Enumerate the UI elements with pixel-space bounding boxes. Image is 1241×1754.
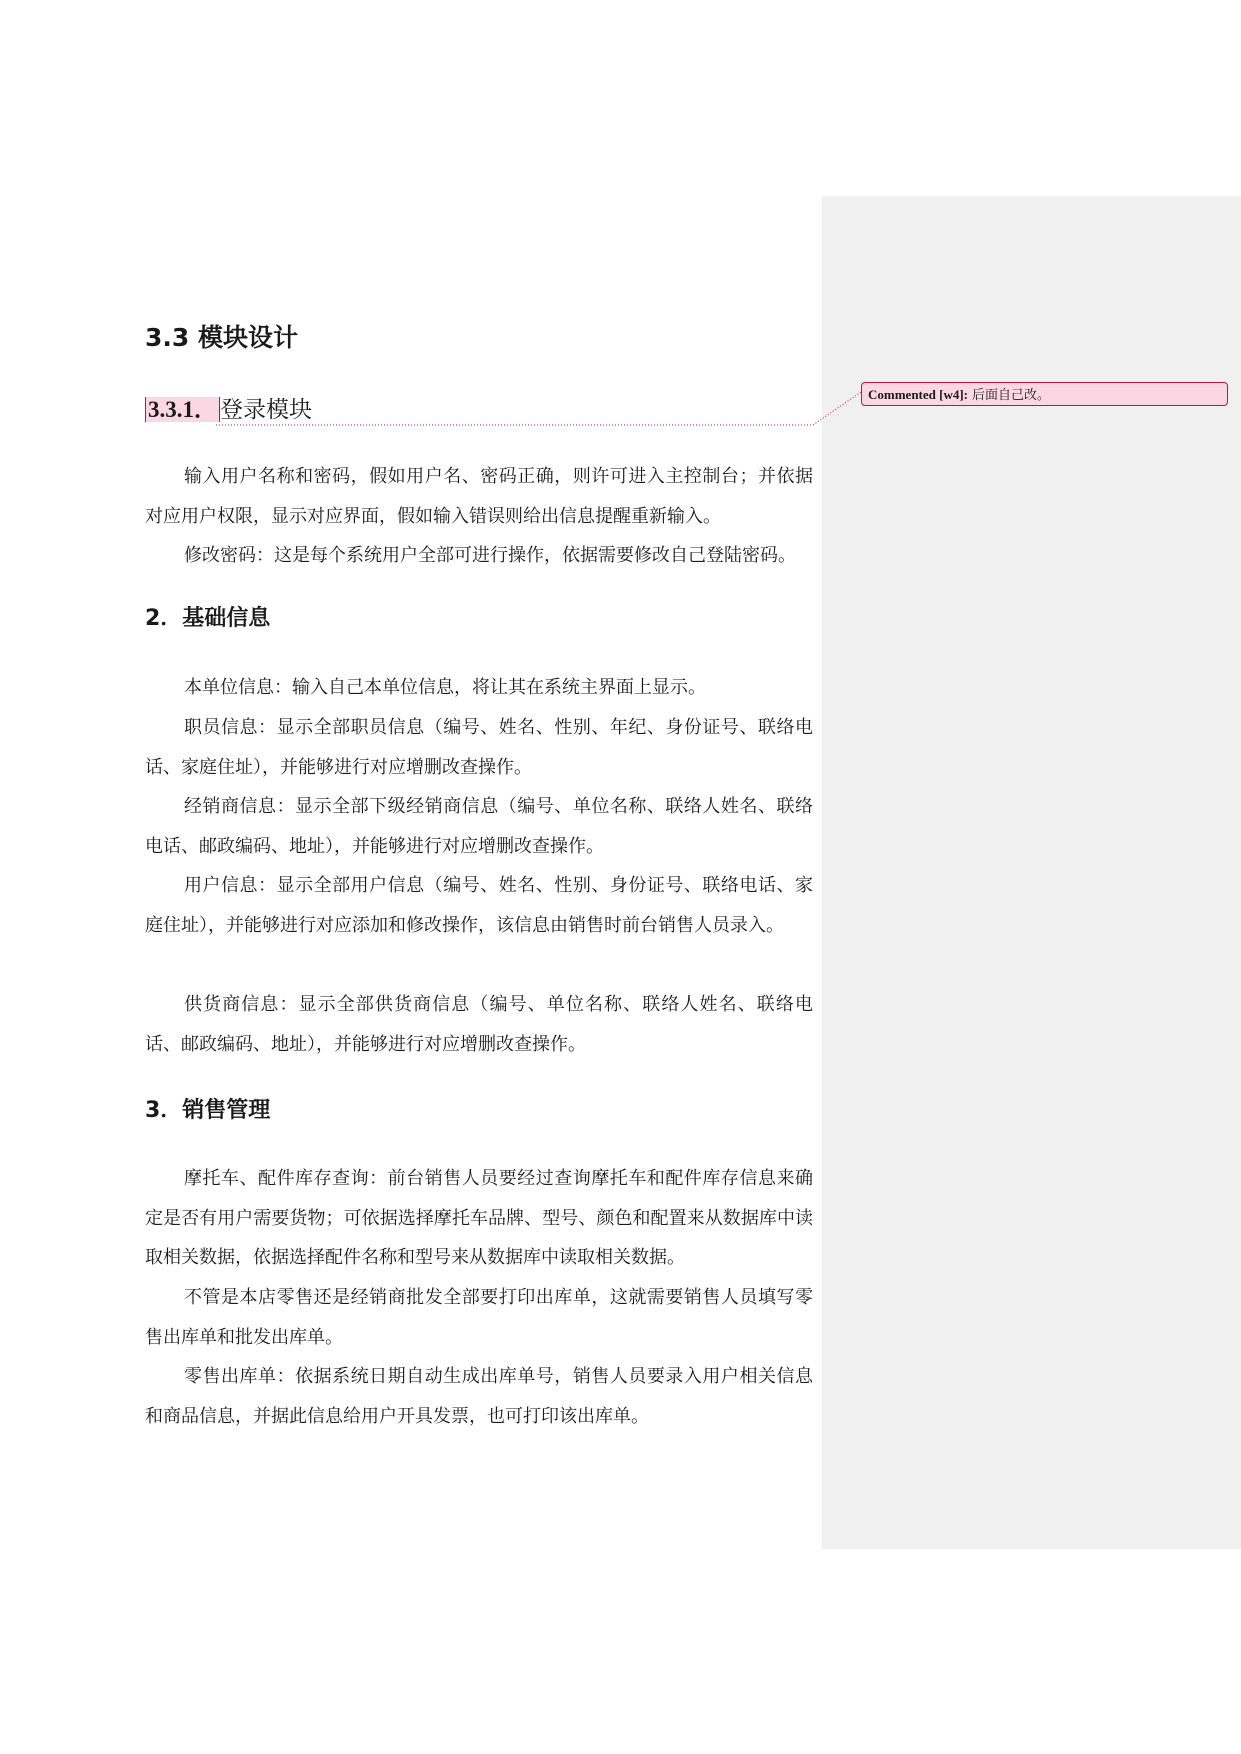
comment-author: Commented [w4]: (868, 387, 969, 402)
sales-paragraph-3: 零售出库单：依据系统日期自动生成出库单号，销售人员要录入用户相关信息和商品信息，并据此信息给用户开具发票，也可打印该出库单。 (145, 1366, 813, 1427)
basic-info-paragraph-1: 本单位信息：输入自己本单位信息，将让其在系统主界面上显示。 (184, 677, 706, 698)
sales-heading: 3．销售管理 (145, 1098, 271, 1123)
basic-info-paragraph-2: 职员信息：显示全部职员信息（编号、姓名、性别、年纪、身份证号、联络电话、家庭住址），并能够进行对应增删改查操作。 (145, 717, 813, 778)
login-paragraph-1: 输入用户名称和密码，假如用户名、密码正确，则许可进入主控制台；并依据对应用户权限，显示对应界面，假如输入错误则给出信息提醒重新输入。 (145, 466, 813, 527)
subsection-heading (145, 394, 312, 426)
sales-paragraph-2: 不管是本店零售还是经销商批发全部要打印出库单，这就需要销售人员填写零售出库单和批发出库单。 (145, 1287, 813, 1348)
sales-paragraph-1: 摩托车、配件库存查询：前台销售人员要经过查询摩托车和配件库存信息来确定是否有用户需要货物；可依据选择摩托车品牌、型号、颜色和配置来从数据库中读取相关数据，依据选择配件名称和型号来从数据库中读取相关数据。 (145, 1168, 813, 1268)
comment-balloon[interactable] (861, 382, 1228, 406)
basic-info-heading: 2．基础信息 (145, 606, 271, 631)
login-paragraph-2: 修改密码：这是每个系统用户全部可进行操作，依据需要修改自己登陆密码。 (184, 545, 796, 566)
basic-info-paragraph-5: 供货商信息：显示全部供货商信息（编号、单位名称、联络人姓名、联络电话、邮政编码、地址），并能够进行对应增删改查操作。 (145, 994, 813, 1055)
comment-text: 后面自己改。 (972, 388, 1051, 403)
subsection-title: 登录模块 (220, 397, 312, 423)
section-heading: 3.3 模块设计 (145, 323, 298, 352)
subsection-number[interactable]: 3.3.1． (145, 397, 220, 422)
basic-info-paragraph-4: 用户信息：显示全部用户信息（编号、姓名、性别、身份证号、联络电话、家庭住址），并能够进行对应添加和修改操作，该信息由销售时前台销售人员录入。 (145, 875, 813, 936)
basic-info-paragraph-3: 经销商信息：显示全部下级经销商信息（编号、单位名称、联络人姓名、联络电话、邮政编码、地址），并能够进行对应增删改查操作。 (145, 796, 813, 857)
